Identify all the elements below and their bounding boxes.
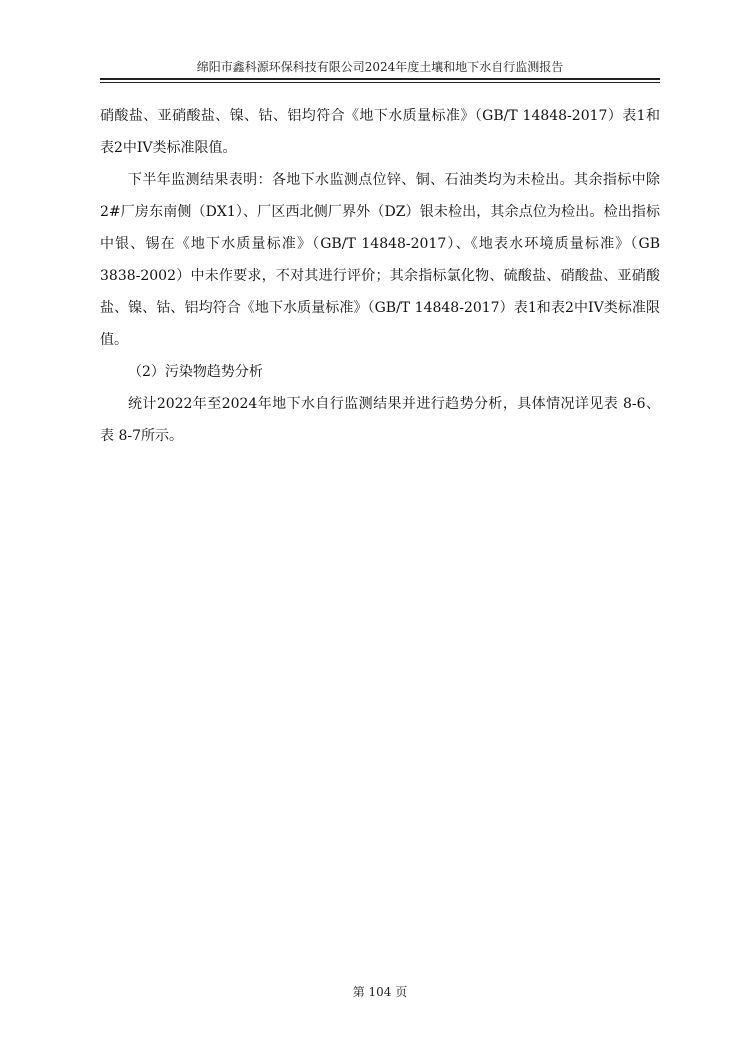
page-number: 第 104 页 [352,985,408,999]
document-body [100,100,660,452]
header-divider-thick [100,78,660,80]
section-heading-trend-analysis: （2）污染物趋势分析 [128,364,263,380]
paragraph-second-half-results: 下半年监测结果表明：各地下水监测点位锌、铜、石油类均为未检出。其余指标中除2#厂房东南侧（DX1）、厂区西北侧厂界外（DZ）银未检出，其余点位为检出。检出指标中银、锡在《地下水质量标准》（GB/T 14848-2017）、《地表水环境质量标准》（GB 3838-2002）中未作要求，不对其进行评价；其余指标氯化物、硫酸盐、硝酸盐、亚硝酸盐、镍、钴、铝均符合《地下水质量标准》（GB/T 14848-2017）表1和表2中IV类标准限值。 [100,172,660,348]
paragraph-continued: 硝酸盐、亚硝酸盐、镍、钴、铝均符合《地下水质量标准》（GB/T 14848-2017）表1和表2中IV类标准限值。 [100,108,660,156]
page-header-title: 绵阳市鑫科源环保科技有限公司2024年度土壤和地下水自行监测报告 [196,60,564,74]
header-divider-thin [100,82,660,83]
paragraph-trend-statistics: 统计2022年至2024年地下水自行监测结果并进行趋势分析，具体情况详见表 8-6、表 8-7所示。 [100,396,660,444]
